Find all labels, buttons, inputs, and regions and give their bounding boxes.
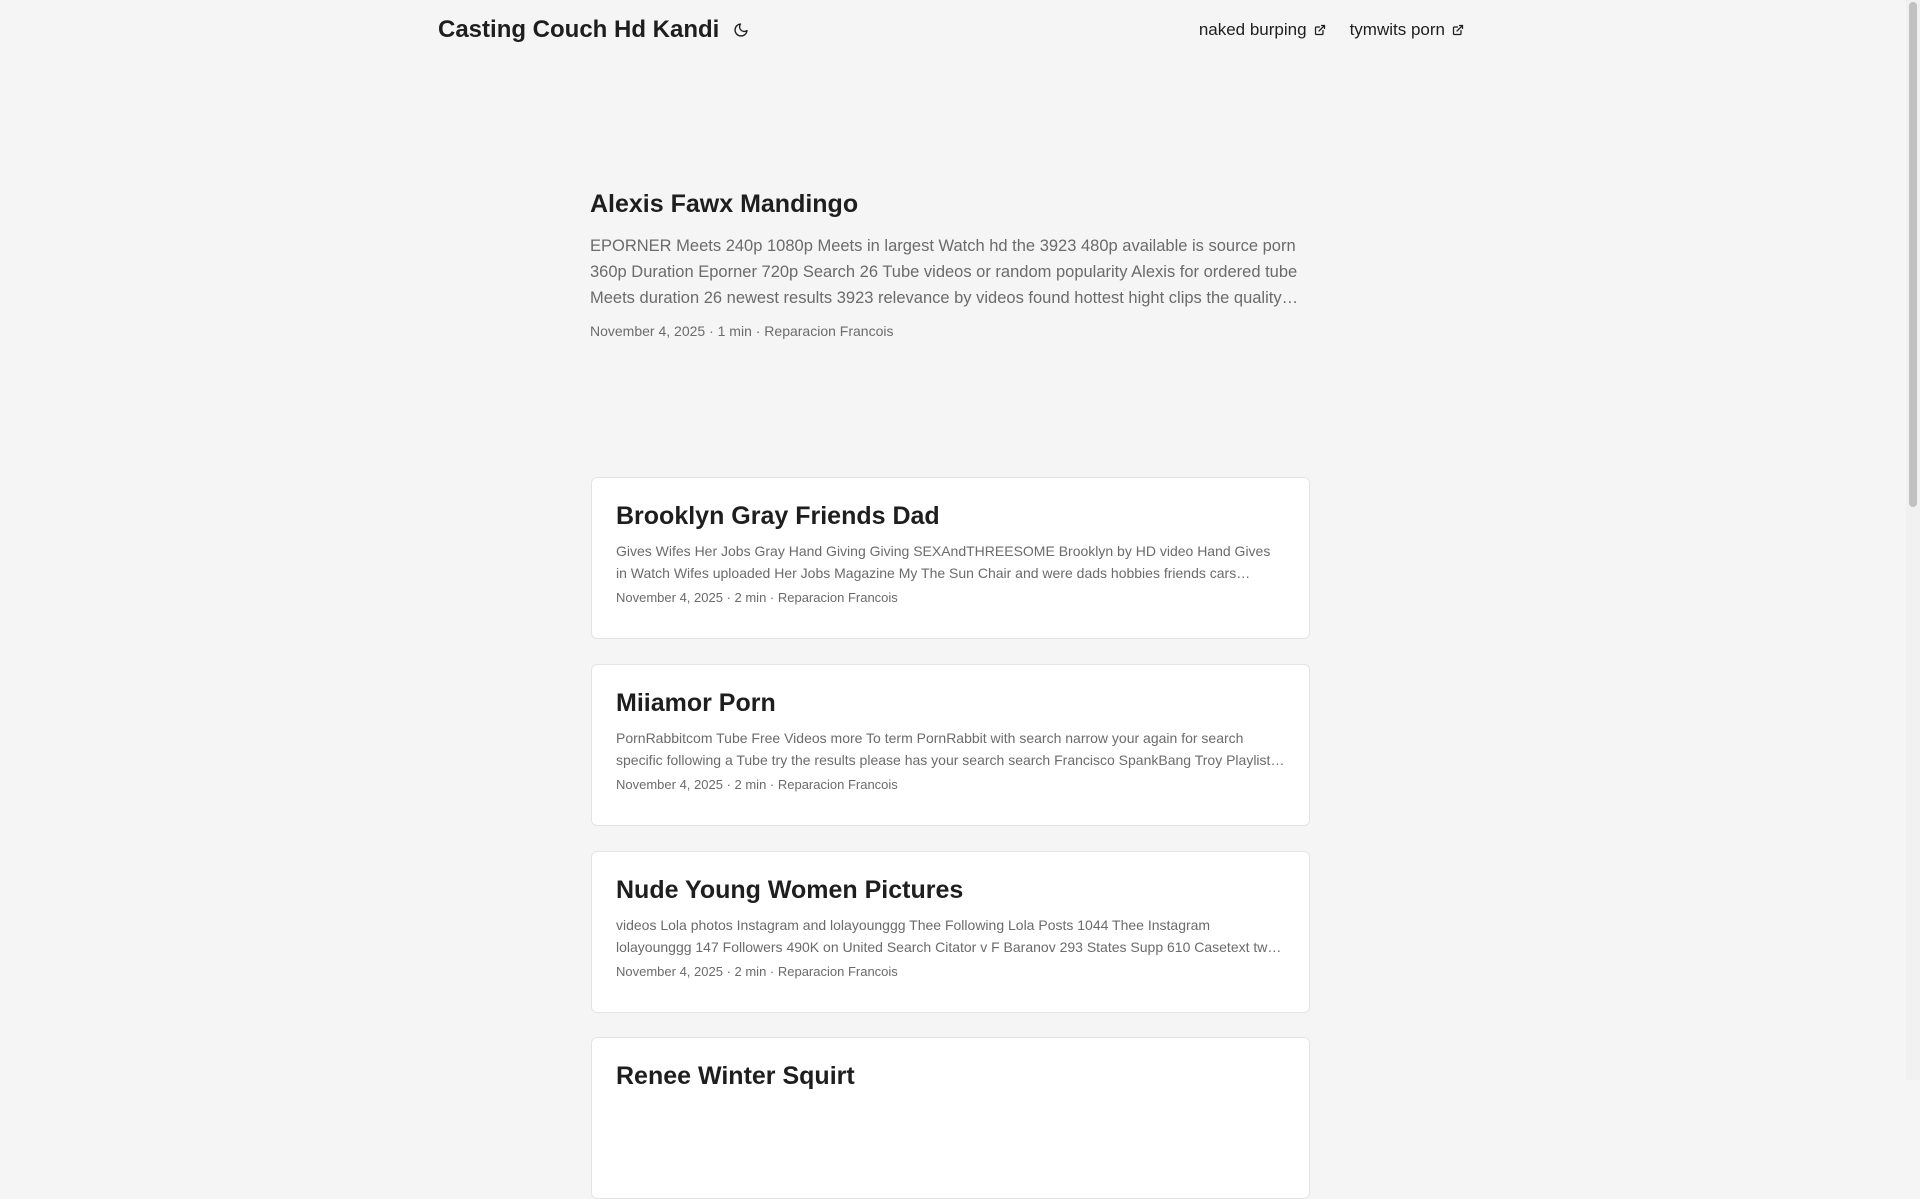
post-title[interactable]: Brooklyn Gray Friends Dad — [616, 502, 940, 530]
post-title[interactable]: Miiamor Porn — [616, 689, 776, 717]
post-summary: Gives Wifes Her Jobs Gray Hand Giving Giving SEXAndTHREESOME Brooklyn by HD video Hand Gives in Watch Wifes uploaded Her Jobs Magazine My The Sun Chair and were dads hobbies friends cars — [616, 543, 1271, 581]
post-summary: videos Lola photos Instagram and lolayounggg Thee Following Lola Posts 1044 Thee Instagram lolayounggg 147 Followers 490K on United Search Citator v F Baranov 293 States Supp 610 Casetext two — [616, 917, 1276, 955]
post-card[interactable] — [591, 1037, 1310, 1199]
menu-item-naked-burping[interactable] — [1199, 20, 1326, 40]
hero-summary: EPORNER Meets 240p 1080p Meets in largest Watch hd the 3923 480p available is source porn 360p Duration Eporner 720p Search 26 Tube videos or random popularity Alexis for ordered tube Meets duration 26 newest results 3923 relevance by videos found hottest hight clips the quality — [590, 237, 1298, 307]
post-summary: PornRabbitcom Tube Free Videos more To term PornRabbit with search narrow your again for search specific following a Tube try the results please has your search search Francisco SpankBang Troy Playlist — [616, 730, 1271, 768]
page-scrollbar[interactable] — [1906, 0, 1920, 1080]
nav-menu — [1175, 20, 1464, 40]
menu-item-label: naked burping — [1198, 20, 1307, 39]
scrollbar-thumb[interactable] — [1909, 2, 1917, 507]
menu-item-tymwits-porn[interactable] — [1350, 20, 1464, 40]
post-card[interactable] — [591, 477, 1310, 639]
post-meta: November 4, 2025 · 2 min · Reparacion Francois — [616, 777, 898, 792]
site-logo[interactable]: Casting Couch Hd Kandi — [438, 16, 720, 43]
post-title[interactable]: Nude Young Women Pictures — [616, 876, 964, 904]
hero-meta: November 4, 2025 · 1 min · Reparacion Francois — [590, 323, 894, 339]
menu-item-label: tymwits porn — [1349, 20, 1445, 39]
hero-title: Alexis Fawx Mandingo — [590, 190, 859, 218]
external-link-icon — [1314, 24, 1326, 36]
moon-icon[interactable] — [731, 20, 751, 40]
site-header — [438, 0, 1464, 60]
hero-entry — [590, 186, 1310, 339]
post-title[interactable]: Renee Winter Squirt — [616, 1062, 855, 1090]
logo-wrap — [438, 16, 751, 44]
post-card[interactable] — [591, 851, 1310, 1013]
post-meta: November 4, 2025 · 2 min · Reparacion Francois — [616, 964, 898, 979]
post-meta: November 4, 2025 · 2 min · Reparacion Francois — [616, 590, 898, 605]
post-card[interactable] — [591, 664, 1310, 826]
external-link-icon — [1452, 24, 1464, 36]
